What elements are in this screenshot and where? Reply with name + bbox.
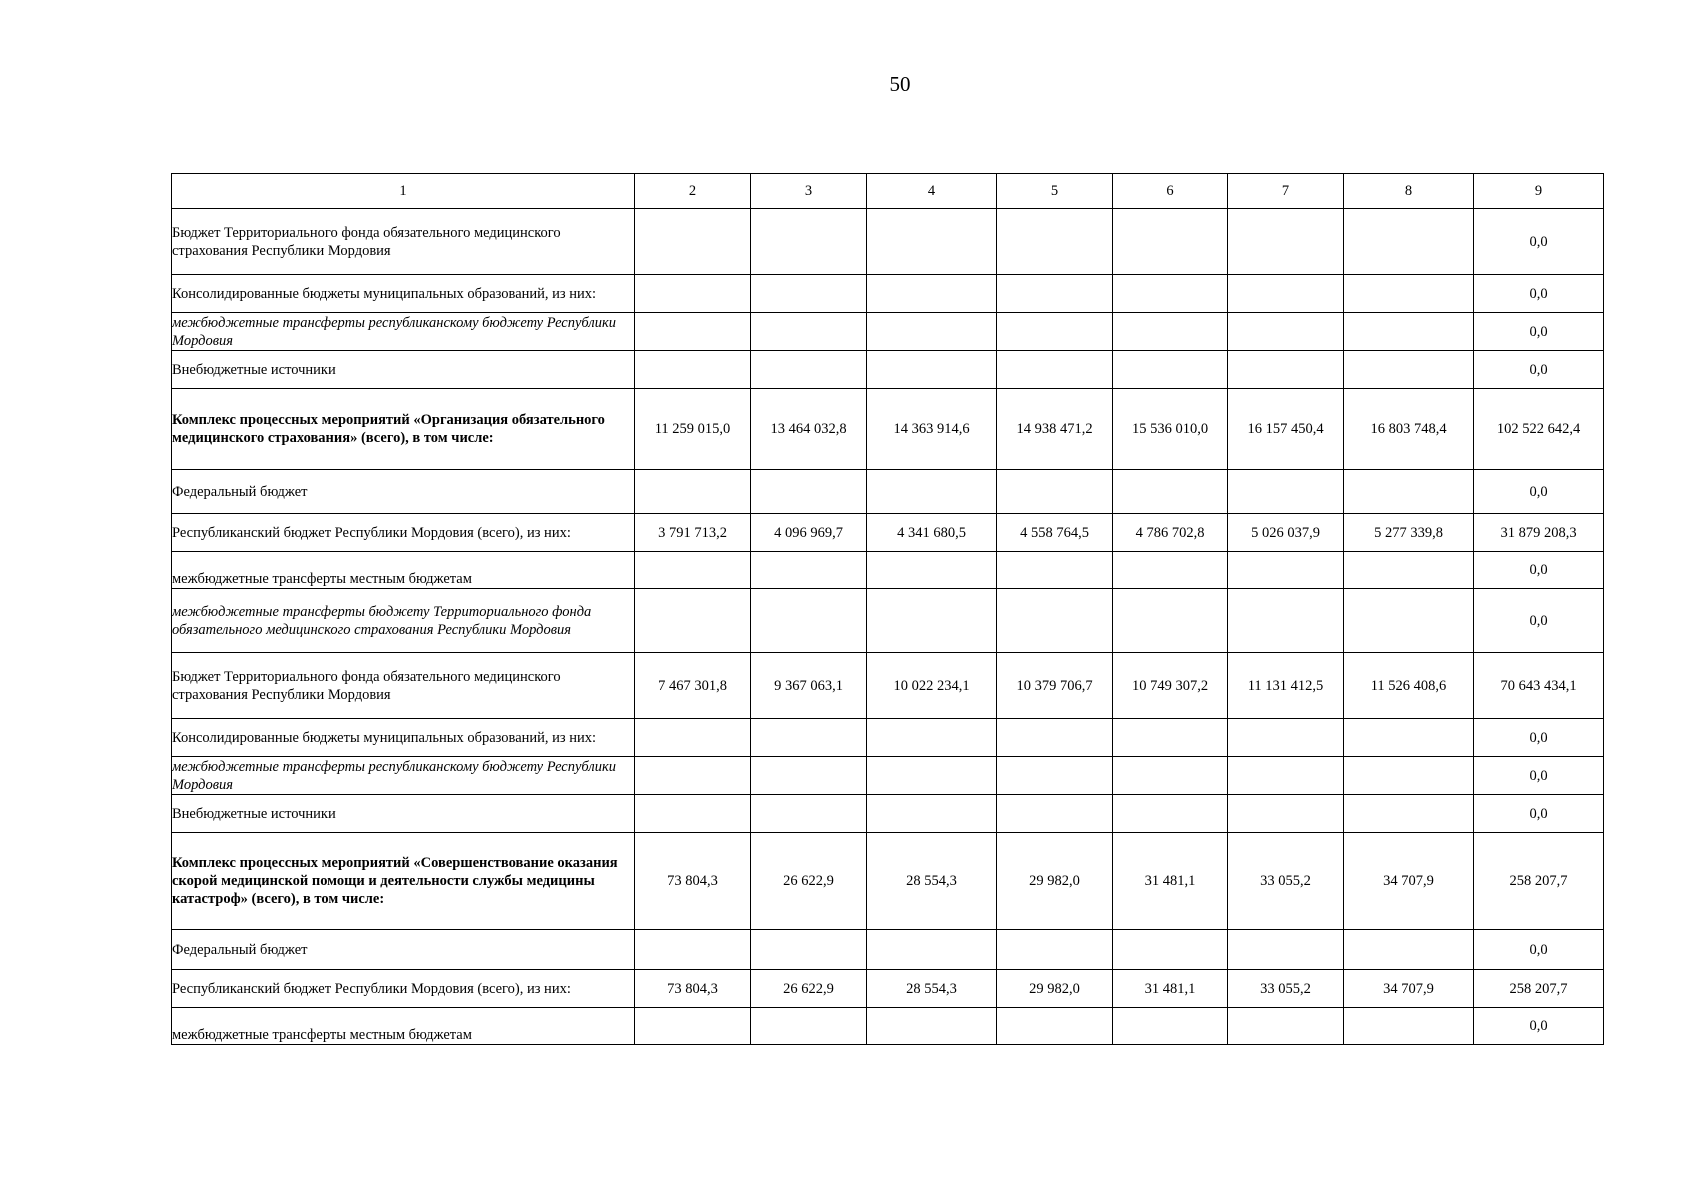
table-row [172,719,1604,757]
value-cell [1344,795,1474,833]
value-cell: 34 707,9 [1344,833,1474,930]
value-cell [997,719,1113,757]
value-cell [635,589,751,653]
value-cell [997,552,1113,589]
table-row [172,351,1604,389]
value-cell: 34 707,9 [1344,970,1474,1008]
value-cell [635,930,751,970]
value-cell [751,313,867,351]
row-label: межбюджетные трансферты бюджету Территориального фонда обязательного медицинского страхования Республики Мордовия [172,589,635,653]
value-cell [1344,589,1474,653]
value-cell: 0,0 [1474,1008,1604,1045]
value-cell [997,930,1113,970]
value-cell [635,470,751,514]
value-cell [1113,275,1228,313]
value-cell [1228,930,1344,970]
value-cell: 31 481,1 [1113,833,1228,930]
table-row [172,653,1604,719]
table-row [172,389,1604,470]
value-cell [997,757,1113,795]
value-cell: 26 622,9 [751,833,867,930]
row-label: Внебюджетные источники [172,351,635,389]
value-cell: 33 055,2 [1228,970,1344,1008]
column-header: 7 [1228,174,1344,209]
value-cell: 73 804,3 [635,833,751,930]
value-cell [997,351,1113,389]
value-cell [1113,795,1228,833]
value-cell: 29 982,0 [997,970,1113,1008]
value-cell: 0,0 [1474,795,1604,833]
value-cell: 16 157 450,4 [1228,389,1344,470]
value-cell [1113,470,1228,514]
value-cell [997,589,1113,653]
value-cell: 4 096 969,7 [751,514,867,552]
value-cell: 0,0 [1474,930,1604,970]
row-label: межбюджетные трансферты местным бюджетам [172,1008,635,1045]
value-cell [635,757,751,795]
value-cell [1228,313,1344,351]
value-cell [1113,589,1228,653]
value-cell [751,589,867,653]
value-cell: 258 207,7 [1474,970,1604,1008]
value-cell [1228,795,1344,833]
table-row [172,833,1604,930]
value-cell: 0,0 [1474,757,1604,795]
value-cell: 11 131 412,5 [1228,653,1344,719]
table-body [172,174,1604,1045]
value-cell: 7 467 301,8 [635,653,751,719]
row-label: Федеральный бюджет [172,930,635,970]
value-cell [635,209,751,275]
column-header: 3 [751,174,867,209]
value-cell [751,757,867,795]
value-cell [1228,275,1344,313]
value-cell [1228,757,1344,795]
table-row [172,470,1604,514]
table-row [172,552,1604,589]
page-number: 50 [889,72,911,96]
value-cell: 14 363 914,6 [867,389,997,470]
value-cell: 3 791 713,2 [635,514,751,552]
value-cell [997,209,1113,275]
value-cell [635,313,751,351]
value-cell [997,1008,1113,1045]
value-cell [997,275,1113,313]
table-row [172,970,1604,1008]
value-cell [1344,351,1474,389]
value-cell [751,1008,867,1045]
value-cell [1228,1008,1344,1045]
value-cell: 4 558 764,5 [997,514,1113,552]
value-cell [635,552,751,589]
value-cell: 15 536 010,0 [1113,389,1228,470]
value-cell: 14 938 471,2 [997,389,1113,470]
table-row [172,1008,1604,1045]
value-cell [751,930,867,970]
value-cell [867,930,997,970]
row-label: Федеральный бюджет [172,470,635,514]
column-header: 2 [635,174,751,209]
value-cell [635,275,751,313]
value-cell [1228,470,1344,514]
value-cell: 102 522 642,4 [1474,389,1604,470]
value-cell: 10 749 307,2 [1113,653,1228,719]
value-cell: 4 786 702,8 [1113,514,1228,552]
value-cell: 0,0 [1474,470,1604,514]
value-cell: 0,0 [1474,209,1604,275]
column-header: 8 [1344,174,1474,209]
value-cell [751,719,867,757]
value-cell: 28 554,3 [867,833,997,930]
value-cell [635,719,751,757]
table-row [172,313,1604,351]
row-label: Комплекс процессных мероприятий «Совершенствование оказания скорой медицинской помощи и деятельности службы медицины катастроф» (всего), в том числе: [172,833,635,930]
row-label: Республиканский бюджет Республики Мордовия (всего), из них: [172,970,635,1008]
value-cell [1344,719,1474,757]
value-cell: 0,0 [1474,589,1604,653]
value-cell [1113,719,1228,757]
value-cell: 0,0 [1474,351,1604,389]
value-cell: 10 022 234,1 [867,653,997,719]
value-cell: 9 367 063,1 [751,653,867,719]
value-cell [1344,275,1474,313]
value-cell: 0,0 [1474,275,1604,313]
value-cell [997,795,1113,833]
value-cell: 258 207,7 [1474,833,1604,930]
value-cell: 31 879 208,3 [1474,514,1604,552]
column-header: 1 [172,174,635,209]
value-cell [1228,589,1344,653]
value-cell [867,470,997,514]
value-cell: 31 481,1 [1113,970,1228,1008]
value-cell [635,795,751,833]
value-cell: 16 803 748,4 [1344,389,1474,470]
value-cell [867,795,997,833]
value-cell [1113,209,1228,275]
value-cell [867,209,997,275]
value-cell: 33 055,2 [1228,833,1344,930]
table-row [172,209,1604,275]
value-cell [1228,209,1344,275]
value-cell [1113,351,1228,389]
value-cell [867,757,997,795]
value-cell [751,351,867,389]
value-cell [635,351,751,389]
value-cell [867,552,997,589]
table-row [172,514,1604,552]
value-cell [867,719,997,757]
value-cell [1344,930,1474,970]
table-row [172,589,1604,653]
value-cell: 10 379 706,7 [997,653,1113,719]
table-row [172,795,1604,833]
value-cell: 29 982,0 [997,833,1113,930]
value-cell [751,209,867,275]
header-row [172,174,1604,209]
budget-table [171,173,1604,1045]
value-cell: 0,0 [1474,719,1604,757]
table-row [172,757,1604,795]
value-cell: 0,0 [1474,313,1604,351]
value-cell [867,1008,997,1045]
value-cell [997,470,1113,514]
value-cell [751,470,867,514]
row-label: Внебюджетные источники [172,795,635,833]
value-cell [1113,552,1228,589]
value-cell [1344,757,1474,795]
table-row [172,930,1604,970]
value-cell: 5 277 339,8 [1344,514,1474,552]
value-cell [1344,313,1474,351]
value-cell [1344,470,1474,514]
value-cell: 5 026 037,9 [1228,514,1344,552]
value-cell [1344,552,1474,589]
value-cell: 4 341 680,5 [867,514,997,552]
row-label: межбюджетные трансферты местным бюджетам [172,552,635,589]
row-label: Комплекс процессных мероприятий «Организация обязательного медицинского страхования» (всего), в том числе: [172,389,635,470]
value-cell [867,351,997,389]
value-cell: 26 622,9 [751,970,867,1008]
value-cell [1113,757,1228,795]
value-cell [867,275,997,313]
value-cell: 13 464 032,8 [751,389,867,470]
column-header: 4 [867,174,997,209]
value-cell [997,313,1113,351]
value-cell [1228,719,1344,757]
value-cell: 0,0 [1474,552,1604,589]
value-cell [1113,1008,1228,1045]
value-cell [1228,552,1344,589]
value-cell [1344,209,1474,275]
table-row [172,275,1604,313]
row-label: межбюджетные трансферты республиканскому бюджету Республики Мордовия [172,313,635,351]
row-label: Консолидированные бюджеты муниципальных образований, из них: [172,275,635,313]
value-cell [1113,313,1228,351]
value-cell [1344,1008,1474,1045]
column-header: 6 [1113,174,1228,209]
value-cell [635,1008,751,1045]
value-cell [1228,351,1344,389]
row-label: межбюджетные трансферты республиканскому бюджету Республики Мордовия [172,757,635,795]
row-label: Республиканский бюджет Республики Мордовия (всего), из них: [172,514,635,552]
column-header: 5 [997,174,1113,209]
value-cell: 11 526 408,6 [1344,653,1474,719]
value-cell: 70 643 434,1 [1474,653,1604,719]
value-cell [751,795,867,833]
value-cell [751,552,867,589]
row-label: Бюджет Территориального фонда обязательного медицинского страхования Республики Мордовия [172,653,635,719]
value-cell [751,275,867,313]
row-label: Бюджет Территориального фонда обязательного медицинского страхования Республики Мордовия [172,209,635,275]
row-label: Консолидированные бюджеты муниципальных образований, из них: [172,719,635,757]
value-cell: 28 554,3 [867,970,997,1008]
value-cell [1113,930,1228,970]
column-header: 9 [1474,174,1604,209]
value-cell [867,589,997,653]
value-cell: 11 259 015,0 [635,389,751,470]
value-cell [867,313,997,351]
value-cell: 73 804,3 [635,970,751,1008]
